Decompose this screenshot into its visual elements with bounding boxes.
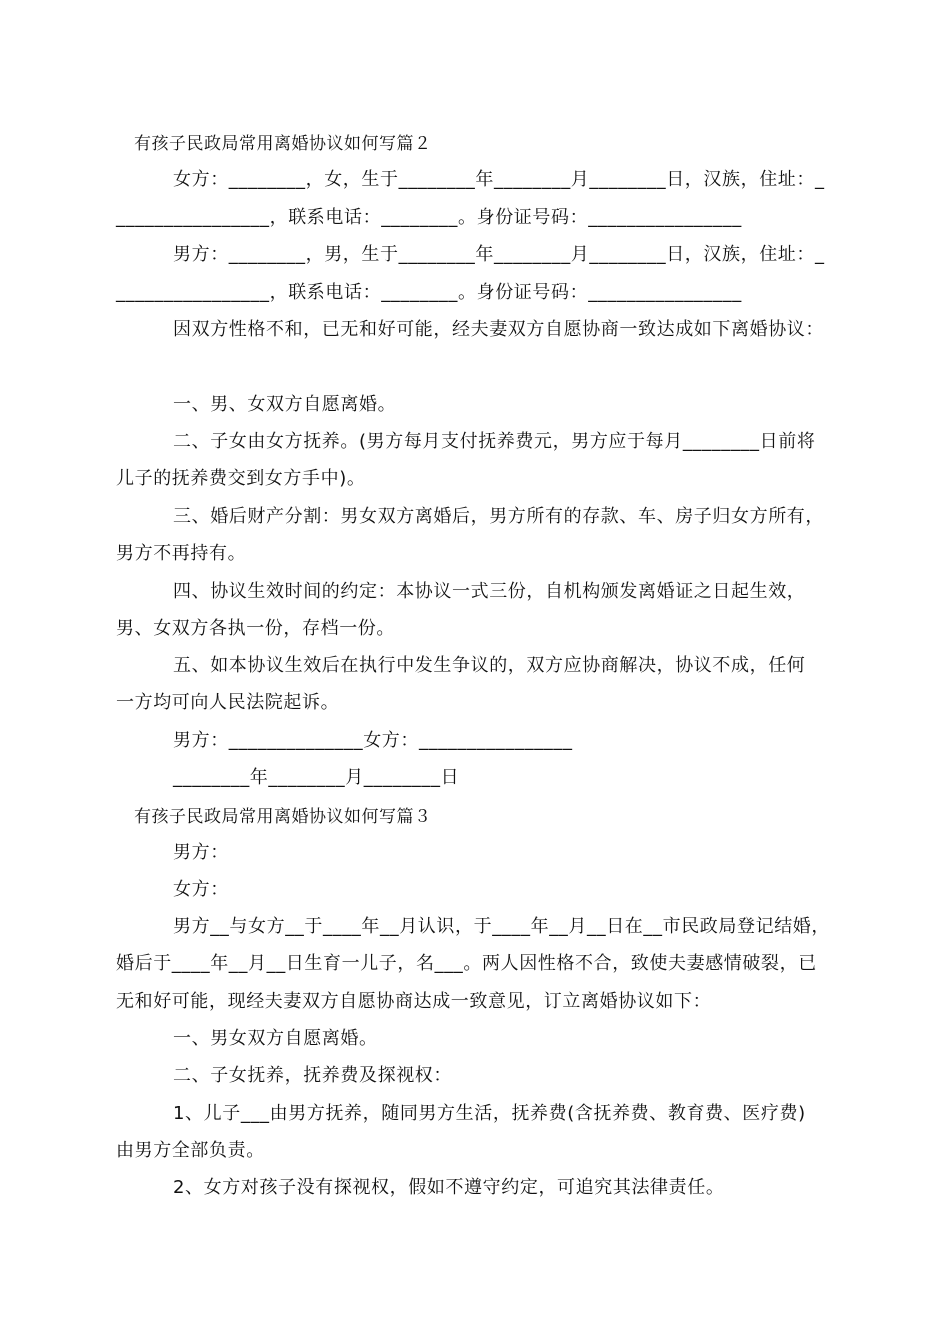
- section-heading: 有孩子民政局常用离婚协议如何写篇２: [134, 134, 432, 154]
- clause-5-cont: 一方均可向人民法院起诉。: [116, 692, 340, 713]
- intro-paragraph: 男方__与女方__于____年__月认识，于____年__月__日在__市民政局登记结婚，: [173, 916, 830, 937]
- section-heading: 有孩子民政局常用离婚协议如何写篇３: [134, 807, 432, 827]
- clause-2-cont: 儿子的抚养费交到女方手中)。: [116, 468, 366, 489]
- clause-1: 一、男、女双方自愿离婚。: [173, 394, 397, 415]
- preamble-paragraph: 因双方性格不和，已无和好可能，经夫妻双方自愿协商一致达成如下离婚协议：: [173, 319, 824, 340]
- clause-3: 三、婚后财产分割：男女双方离婚后，男方所有的存款、车、房子归女方所有，: [173, 506, 824, 527]
- clause-2-item-2: 2、女方对孩子没有探视权，假如不遵守约定，可追究其法律责任。: [173, 1177, 725, 1198]
- clause-4: 四、协议生效时间的约定：本协议一式三份，自机构颁发离婚证之日起生效，: [173, 581, 806, 602]
- clause-4-cont: 男、女双方各执一份，存档一份。: [116, 618, 395, 639]
- wife-label: 女方：: [173, 879, 229, 900]
- intro-paragraph-cont: 无和好可能，现经夫妻双方自愿协商达成一致意见，订立离婚协议如下：: [116, 991, 712, 1012]
- wife-contact-line: ________________，联系电话：________。身份证号码：________________: [116, 207, 742, 228]
- clause-2: 二、子女抚养，抚养费及探视权：: [173, 1065, 452, 1086]
- intro-paragraph-cont: 婚后于____年__月__日生育一儿子，名___。两人因性格不合，致使夫妻感情破裂，已: [116, 953, 817, 974]
- clause-5: 五、如本协议生效后在执行中发生争议的，双方应协商解决，协议不成，任何: [173, 655, 806, 676]
- husband-contact-line: ________________，联系电话：________。身份证号码：________________: [116, 282, 742, 303]
- clause-2: 二、子女由女方抚养。(男方每月支付抚养费元，男方应于每月________日前将: [173, 431, 816, 452]
- clause-2-item-1-cont: 由男方全部负责。: [116, 1140, 265, 1161]
- husband-label: 男方：: [173, 842, 229, 863]
- signature-line: 男方：______________女方：________________: [173, 730, 573, 751]
- wife-info-line: 女方：________，女，生于________年________月________日，汉族，住址：_: [173, 169, 825, 190]
- husband-info-line: 男方：________，男，生于________年________月________日，汉族，住址：_: [173, 244, 825, 265]
- clause-2-item-1: 1、儿子___由男方抚养，随同男方生活，抚养费(含抚养费、教育费、医疗费): [173, 1103, 806, 1124]
- clause-3-cont: 男方不再持有。: [116, 543, 247, 564]
- date-line: ________年________月________日: [173, 767, 460, 788]
- clause-1: 一、男女双方自愿离婚。: [173, 1028, 378, 1049]
